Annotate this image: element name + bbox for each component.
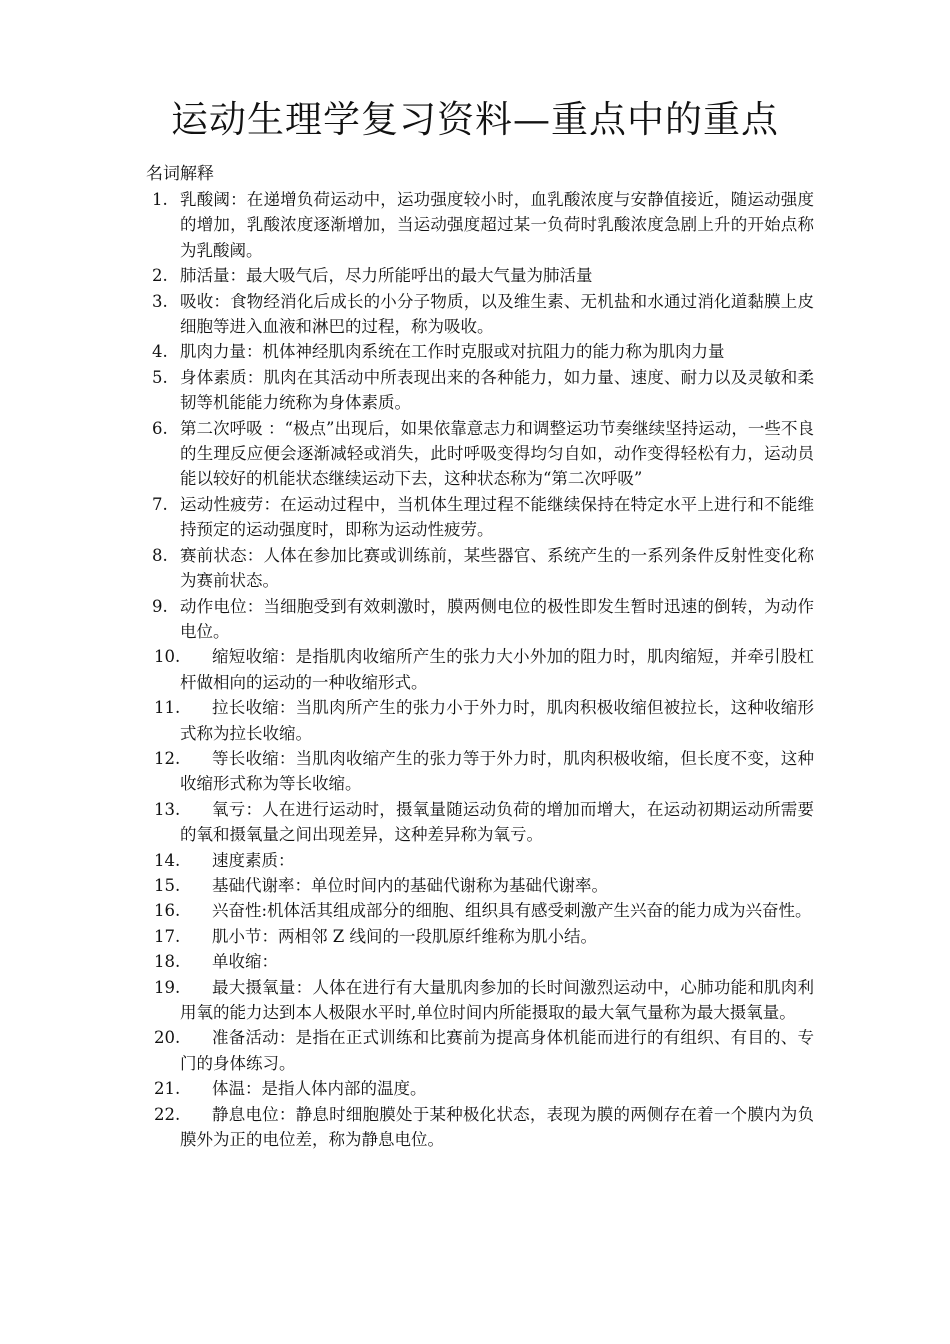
item-number: 16.	[154, 901, 181, 921]
item-text: 赛前状态：人体在参加比赛或训练前，某些器官、系统产生的一系列条件反射性变化称为赛前状态。	[180, 545, 814, 591]
document-title: 运动生理学复习资料—重点中的重点	[171, 98, 779, 141]
definition-item	[146, 365, 814, 416]
definition-item	[146, 339, 814, 364]
item-text: 拉长收缩：当肌肉所产生的张力小于外力时，肌肉积极收缩但被拉长，这种收缩形式称为拉长收缩。	[180, 698, 814, 743]
item-number: 11.	[154, 698, 181, 718]
definition-item	[146, 695, 814, 746]
item-number: 2.	[152, 266, 168, 286]
item-number: 17.	[154, 926, 181, 946]
item-number: 15.	[154, 875, 181, 895]
item-text: 运动性疲劳：在运动过程中，当机体生理过程不能继续保持在特定水平上进行和不能维持预定的运动强度时，即称为运动性疲劳。	[180, 494, 814, 540]
item-text: 静息电位：静息时细胞膜处于某种极化状态，表现为膜的两侧存在着一个膜内为负膜外为正的电位差，称为静息电位。	[180, 1104, 814, 1150]
section-heading: 名词解释	[146, 164, 214, 184]
item-text: 身体素质：肌肉在其活动中所表现出来的各种能力，如力量、速度、耐力以及灵敏和柔韧等机能能力统称为身体素质。	[180, 367, 814, 413]
item-text: 准备活动：是指在正式训练和比赛前为提高身体机能而进行的有组织、有目的、专门的身体练习。	[180, 1028, 814, 1073]
definition-item	[146, 263, 814, 288]
definition-item	[146, 1076, 814, 1101]
item-text: 体温：是指人体内部的温度。	[212, 1079, 427, 1099]
item-number: 13.	[154, 799, 181, 819]
item-text: 第二次呼吸 ：“极点”出现后，如果依靠意志力和调整运功节奏继续坚持运动，一些不良的生理反应便会逐渐减轻或消失，此时呼吸变得均匀自如，动作变得轻松有力，运动员能以较好的机能状态继续运动下去，这种状态称为“第二次呼吸”	[180, 418, 814, 489]
definition-item	[146, 492, 814, 543]
definition-item	[146, 594, 814, 645]
definition-item	[146, 873, 814, 898]
definition-item	[146, 924, 814, 949]
item-text: 乳酸阈：在递增负荷运动中，运功强度较小时，血乳酸浓度与安静值接近，随运动强度的增加，乳酸浓度逐渐增加，当运动强度超过某一负荷时乳酸浓度急剧上升的开始点称为乳酸阈。	[180, 190, 814, 260]
item-text: 缩短收缩：是指肌肉收缩所产生的张力大小外加的阻力时，肌肉缩短，并牵引股杠杆做相向的运动的一种收缩形式。	[180, 647, 814, 692]
definition-item	[146, 975, 814, 1026]
item-text: 速度素质：	[212, 850, 295, 870]
item-text: 兴奋性:机体活其组成部分的细胞、组织具有感受刺激产生兴奋的能力成为兴奋性。	[212, 901, 812, 921]
item-text: 肌小节：两相邻 Z 线间的一段肌原纤维称为肌小结。	[212, 926, 597, 946]
item-text: 动作电位：当细胞受到有效刺激时，膜两侧电位的极性即发生暂时迅速的倒转，为动作电位。	[180, 596, 814, 641]
definition-item	[146, 289, 814, 340]
definition-item	[146, 797, 814, 848]
item-text: 肺活量：最大吸气后，尽力所能呼出的最大气量为肺活量	[180, 266, 593, 286]
item-text: 基础代谢率：单位时间内的基础代谢称为基础代谢率。	[212, 875, 608, 895]
item-text: 肌肉力量：机体神经肌肉系统在工作时克服或对抗阻力的能力称为肌肉力量	[180, 342, 725, 362]
item-number: 7.	[152, 494, 168, 514]
definition-item	[146, 187, 814, 263]
definition-item	[146, 848, 814, 873]
item-number: 14.	[154, 850, 181, 870]
definition-item	[146, 746, 814, 797]
item-number: 6.	[152, 418, 168, 438]
definition-item	[146, 949, 814, 974]
item-number: 8.	[152, 545, 168, 565]
item-number: 20.	[154, 1028, 181, 1048]
item-number: 22.	[154, 1104, 181, 1124]
definition-item	[146, 416, 814, 492]
definition-item	[146, 898, 814, 923]
item-text: 等长收缩：当肌肉收缩产生的张力等于外力时，肌肉积极收缩，但长度不变，这种收缩形式称为等长收缩。	[180, 748, 814, 794]
definition-item	[146, 1025, 814, 1076]
item-text: 单收缩：	[212, 952, 278, 972]
item-number: 5.	[152, 367, 168, 387]
item-text: 吸收：食物经消化后成长的小分子物质，以及维生素、无机盐和水通过消化道黏膜上皮细胞等进入血液和淋巴的过程，称为吸收。	[180, 291, 814, 337]
item-number: 12.	[154, 748, 181, 768]
item-number: 19.	[154, 977, 181, 997]
item-number: 4.	[152, 342, 168, 362]
item-number: 10.	[154, 647, 181, 667]
definition-item	[146, 543, 814, 594]
item-number: 18.	[154, 952, 181, 972]
item-number: 3.	[152, 291, 168, 311]
definition-item	[146, 644, 814, 695]
item-number: 21.	[154, 1079, 181, 1099]
item-number: 9.	[152, 596, 168, 616]
definition-item	[146, 1102, 814, 1153]
item-text: 氧亏：人在进行运动时，摄氧量随运动负荷的增加而增大，在运动初期运动所需要的氧和摄氧量之间出现差异，这种差异称为氧亏。	[180, 799, 814, 845]
definition-list	[146, 187, 814, 1152]
item-number: 1.	[152, 190, 168, 209]
item-text: 最大摄氧量：人体在进行有大量肌肉参加的长时间激烈运动中，心肺功能和肌肉利用氧的能力达到本人极限水平时,单位时间内所能摄取的最大氧气量称为最大摄氧量。	[180, 977, 814, 1022]
